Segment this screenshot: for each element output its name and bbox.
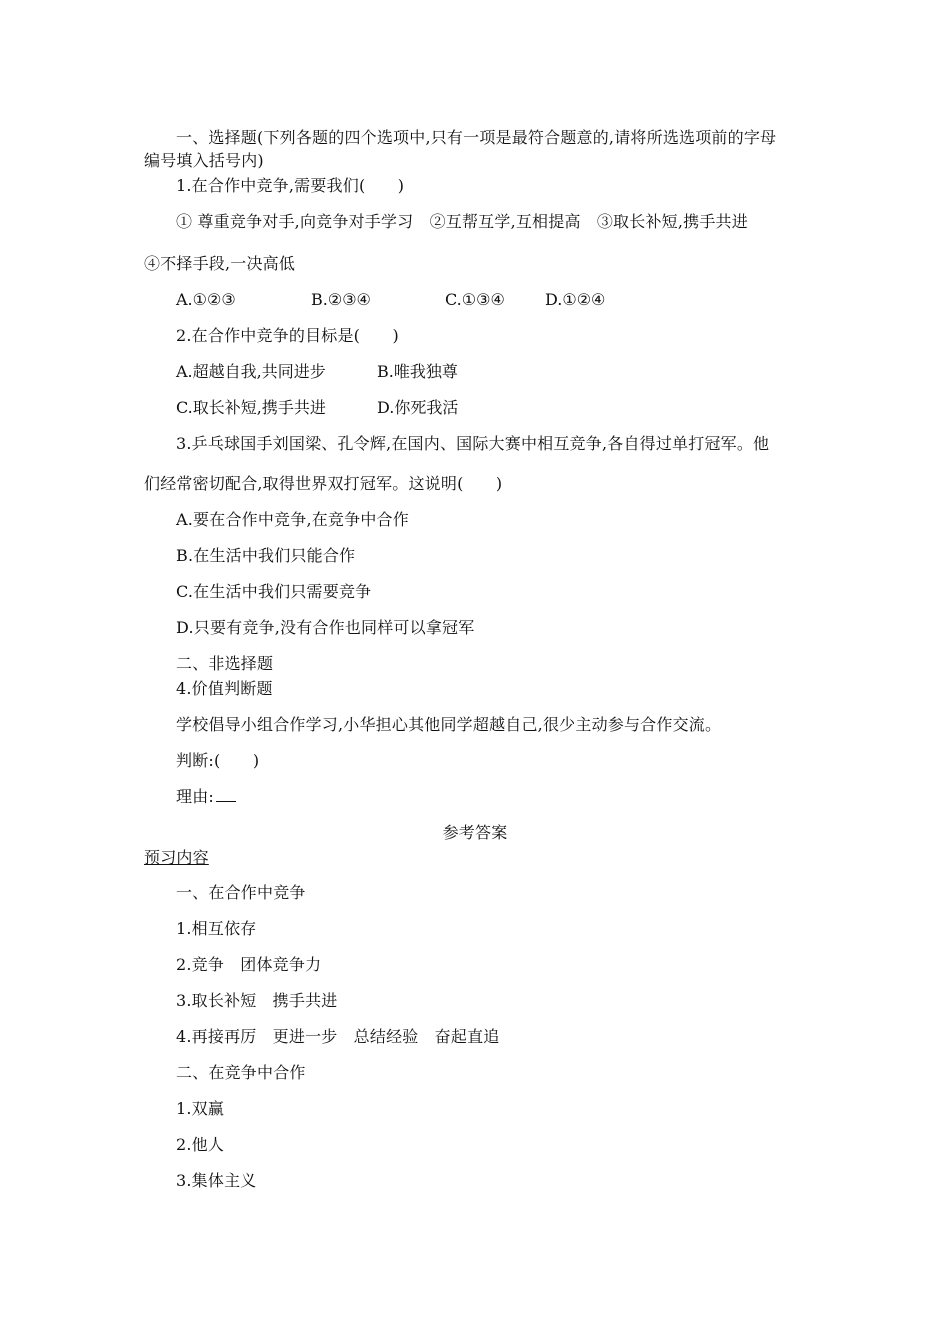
- q3-stem-line2: 们经常密切配合,取得世界双打冠军。这说明( ): [144, 474, 503, 493]
- answers-part2-item-1: 1.双赢: [176, 1099, 225, 1118]
- section1-title-line2: 编号填入括号内): [144, 151, 264, 170]
- answers-part1-item-1: 1.相互依存: [176, 919, 257, 938]
- q4-scenario: 学校倡导小组合作学习,小华担心其他同学超越自己,很少主动参与合作交流。: [176, 715, 722, 734]
- section2-title: 二、非选择题: [176, 654, 274, 673]
- answers-part1-item-4: 4.再接再厉 更进一步 总结经验 奋起直追: [176, 1027, 500, 1046]
- q1-option-a: A.①②③: [176, 290, 236, 309]
- q2-option-b: B.唯我独尊: [377, 362, 458, 381]
- q4-stem: 4.价值判断题: [176, 679, 273, 698]
- q1-stem: 1.在合作中竞争,需要我们( ): [176, 176, 405, 195]
- preview-heading: 预习内容: [144, 848, 209, 867]
- answers-part2-item-2: 2.他人: [176, 1135, 225, 1154]
- q1-items-line1: ① 尊重竞争对手,向竞争对手学习 ②互帮互学,互相提高 ③取长补短,携手共进: [176, 212, 748, 231]
- answers-part1-item-2: 2.竞争 团体竞争力: [176, 955, 322, 974]
- q3-option-d: D.只要有竞争,没有合作也同样可以拿冠军: [176, 618, 475, 637]
- q3-option-a: A.要在合作中竞争,在竞争中合作: [176, 510, 409, 529]
- answers-part2-title: 二、在竞争中合作: [176, 1063, 306, 1082]
- answers-title: 参考答案: [442, 823, 508, 842]
- q2-option-d: D.你死我活: [377, 398, 459, 417]
- answers-part2-item-3: 3.集体主义: [176, 1171, 257, 1190]
- q1-option-c: C.①③④: [445, 290, 505, 309]
- section1-title-line1: 一、选择题(下列各题的四个选项中,只有一项是最符合题意的,请将所选选项前的字母: [176, 128, 777, 147]
- q2-option-a: A.超越自我,共同进步: [176, 362, 326, 381]
- q3-stem-line1: 3.乒乓球国手刘国梁、孔令辉,在国内、国际大赛中相互竞争,各自得过单打冠军。他: [176, 434, 770, 453]
- q4-reason-label: 理由:: [176, 787, 214, 806]
- q4-reason-blank: [216, 787, 236, 802]
- answers-part1-title: 一、在合作中竞争: [176, 883, 306, 902]
- answers-part1-item-3: 3.取长补短 携手共进: [176, 991, 338, 1010]
- q4-judge: 判断:( ): [176, 751, 260, 770]
- q3-option-c: C.在生活中我们只需要竞争: [176, 582, 372, 601]
- q2-option-c: C.取长补短,携手共进: [176, 398, 326, 417]
- q1-option-b: B.②③④: [311, 290, 371, 309]
- q4-reason: [176, 787, 236, 807]
- q1-items-line2: ④不择手段,一决高低: [144, 254, 296, 273]
- q2-stem: 2.在合作中竞争的目标是( ): [176, 326, 399, 345]
- q3-option-b: B.在生活中我们只能合作: [176, 546, 356, 565]
- q1-option-d: D.①②④: [545, 290, 606, 309]
